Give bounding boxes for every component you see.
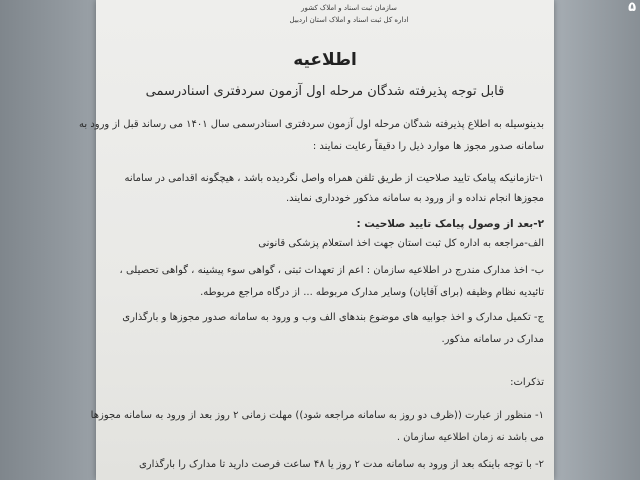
document-page (79, 0, 554, 480)
item2-heading: ۲-بعد از وصول پیامک تایید صلاحیت : (356, 218, 544, 230)
item2-alef: الف-مراجعه به اداره کل ثبت استان جهت اخذ استعلام پزشکی قانونی (258, 238, 544, 249)
notes-heading: تذکرات: (510, 377, 544, 388)
page-subtitle: قابل توجه پذیرفته شدگان مرحله اول آزمون سردفتری اسنادرسمی (145, 84, 505, 99)
background-right (554, 0, 640, 480)
note1-line-2: می باشد نه زمان اطلاعیه سازمان . (396, 432, 544, 443)
corner-mark: ۵ (628, 0, 636, 15)
letterhead-line-2: اداره کل ثبت اسناد و املاک استان اردبیل (289, 16, 409, 24)
intro-line-1: بدینوسیله به اطلاع پذیرفته شدگان مرحله اول آزمون سردفتری اسنادرسمی سال ۱۴۰۱ می رساند قبل از ورود به (79, 119, 544, 130)
page-title: اطلاعیه (293, 50, 357, 70)
background-left (0, 0, 96, 480)
note1-line-1: ۱- منظور از عبارت ((ظرف دو روز به سامانه مراجعه شود)) مهلت زمانی ۲ روز بعد از ورود به سامانه مجوزها (90, 410, 544, 421)
item2-jim-line-2: مدارک در سامانه مذکور. (441, 334, 544, 345)
item2-be-line-2: تائیدیه نظام وظیفه (برای آقایان) وسایر مدارک مربوطه ... از درگاه مراجع مربوطه. (200, 287, 544, 298)
note2-line-1: ۲- با توجه باینکه بعد از ورود به سامانه مدت ۲ روز یا ۴۸ ساعت فرصت دارید تا مدارک را بارگذاری (138, 459, 544, 470)
item1-line-1: ۱-تازمانیکه پیامک تایید صلاحیت از طریق تلفن همراه واصل نگردیده باشد ، هیچگونه اقدامی در سامانه (124, 173, 544, 184)
item2-jim-line-1: ج- تکمیل مدارک و اخذ جوابیه های موضوع بندهای الف وب و ورود به سامانه صدور مجوزها و بارگذاری (122, 312, 544, 323)
letterhead-line-1: سازمان ثبت اسناد و املاک کشور (301, 4, 397, 12)
letterhead (264, 2, 434, 26)
item2-be-line-1: ب- اخذ مدارک مندرج در اطلاعیه سازمان : اعم از تعهدات ثبتی ، گواهی سوء پیشینه ، گواهی تحصیلی ، (119, 265, 544, 276)
intro-line-2: سامانه صدور مجوز ها موارد ذیل را دقیقاً رعایت نمایند : (312, 141, 544, 152)
item1-line-2: مجوزها انجام نداده و از ورود به سامانه مذکور خودداری نمایند. (285, 193, 544, 204)
